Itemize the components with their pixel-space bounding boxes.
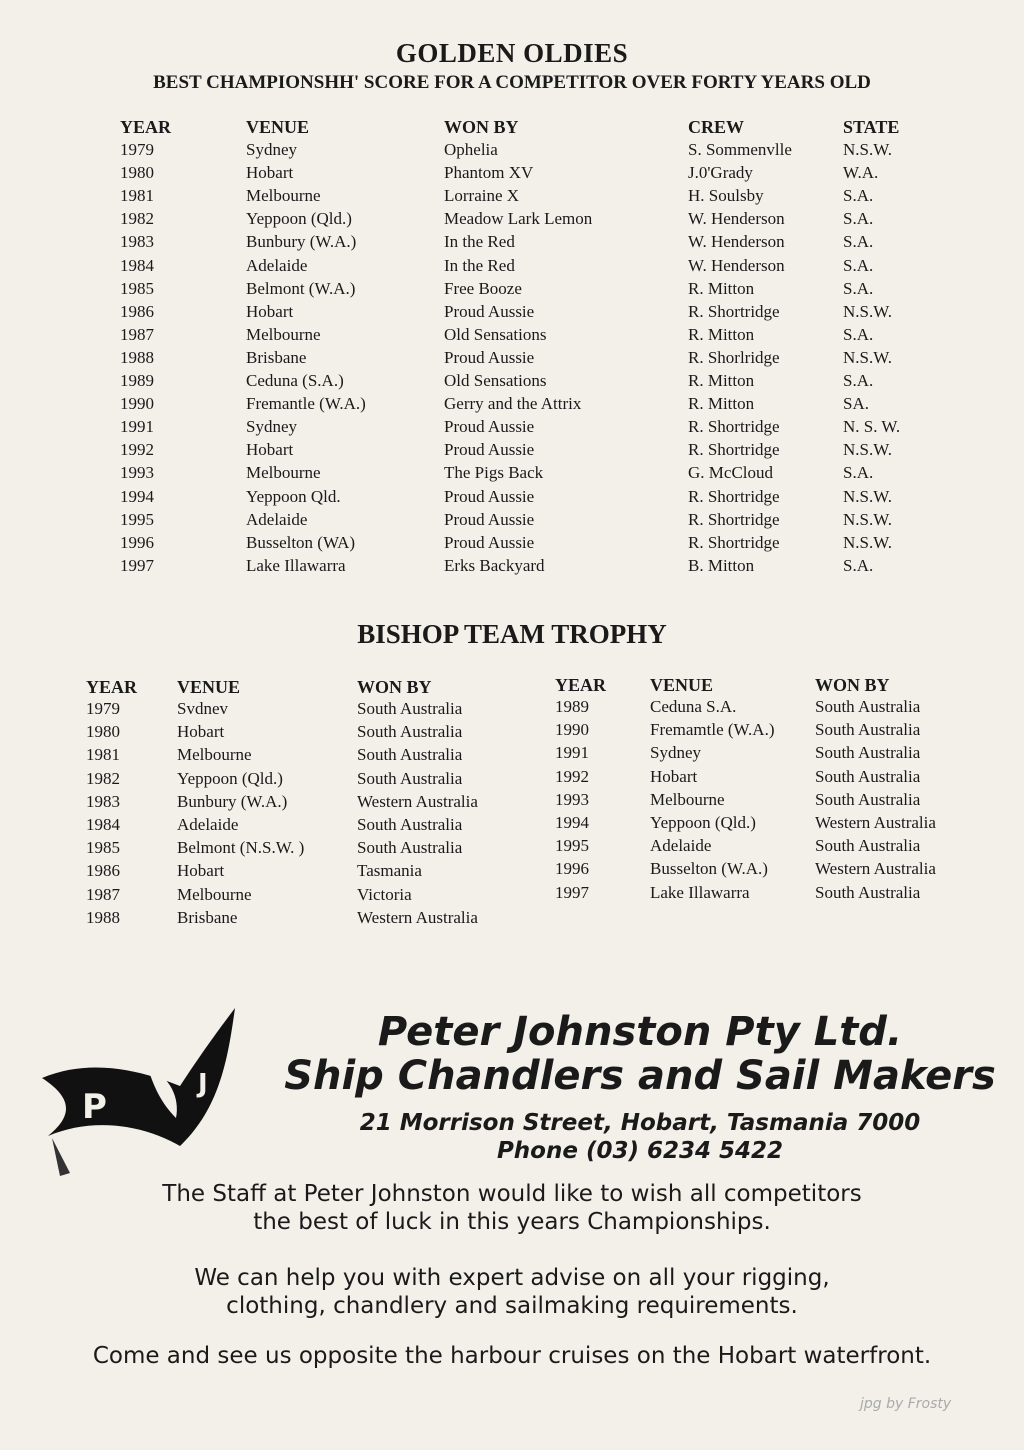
table-cell: Proud Aussie xyxy=(444,301,535,321)
bishop-trophy-title: BISHOP TEAM TROPHY xyxy=(357,619,667,649)
table-cell: 1980 xyxy=(120,163,154,183)
table-cell: 1987 xyxy=(120,324,154,344)
table-cell: Hobart xyxy=(177,861,225,881)
table-cell: 1994 xyxy=(120,486,154,506)
table-cell: Western Australia xyxy=(815,859,936,879)
table-cell: R. Shortridge xyxy=(688,440,780,460)
table-cell: Lake Illawarra xyxy=(650,882,750,902)
table-cell: Belmont (N.S.W. ) xyxy=(177,838,305,858)
table-cell: Adelaide xyxy=(246,509,308,529)
table-cell: South Australia xyxy=(357,838,463,858)
table-cell: R. Shortridge xyxy=(688,486,780,506)
table-cell: Ophelia xyxy=(444,140,498,159)
table-cell: S. Sommenvlle xyxy=(688,140,792,159)
column-header: VENUE xyxy=(177,677,241,697)
column-header: VENUE xyxy=(246,117,310,137)
table-cell: N.S.W. xyxy=(843,486,892,506)
table-cell: Proud Aussie xyxy=(444,347,535,367)
company-address: 21 Morrison Street, Hobart, Tasmania 7000 xyxy=(359,1110,921,1136)
table-cell: Busselton (W.A.) xyxy=(650,859,768,879)
column-header: YEAR xyxy=(120,117,172,137)
table-cell: S.A. xyxy=(843,278,874,298)
table-cell: Melbourne xyxy=(246,186,321,206)
company-name: Peter Johnston Pty Ltd. xyxy=(377,1009,903,1055)
table-cell: W. Henderson xyxy=(688,255,785,275)
table-cell: 1992 xyxy=(555,766,589,786)
table-cell: South Australia xyxy=(815,789,921,809)
company-phone: Phone (03) 6234 5422 xyxy=(496,1138,784,1164)
table-cell: 1984 xyxy=(120,255,154,275)
table-cell: 1988 xyxy=(120,347,154,367)
table-cell: R. Mitton xyxy=(688,371,755,390)
table-cell: 1986 xyxy=(86,861,120,881)
table-cell: In the Red xyxy=(444,232,515,252)
table-cell: S.A. xyxy=(843,209,874,229)
table-cell: Fremantle (W.A.) xyxy=(246,394,366,414)
table-cell: 1992 xyxy=(120,440,154,460)
table-cell: J.0'Grady xyxy=(688,163,753,183)
column-header: YEAR xyxy=(555,675,607,695)
table-cell: 1985 xyxy=(86,838,120,858)
table-cell: Gerry and the Attrix xyxy=(444,394,582,414)
table-cell: South Australia xyxy=(357,768,463,788)
table-cell: Ceduna (S.A.) xyxy=(246,371,344,390)
table-cell: S.A. xyxy=(843,555,874,575)
table-cell: 1990 xyxy=(120,394,154,414)
table-cell: Adelaide xyxy=(650,836,712,856)
company-tagline: Ship Chandlers and Sail Makers xyxy=(284,1053,996,1099)
table-cell: 1979 xyxy=(120,140,154,159)
table-cell: N.S.W. xyxy=(843,347,892,367)
column-header: VENUE xyxy=(650,675,714,695)
table-cell: S.A. xyxy=(843,232,874,252)
table-cell: Western Australia xyxy=(815,813,936,832)
table-cell: S.A. xyxy=(843,371,874,390)
column-header: WON BY xyxy=(815,675,890,695)
table-cell: N.S.W. xyxy=(843,532,892,552)
table-cell: R. Shortridge xyxy=(688,301,780,321)
table-cell: The Pigs Back xyxy=(444,463,544,483)
table-cell: B. Mitton xyxy=(688,555,755,575)
table-cell: R. Shorlridge xyxy=(688,347,780,367)
table-cell: Proud Aussie xyxy=(444,509,535,529)
table-cell: South Australia xyxy=(357,722,463,742)
table-cell: Hobart xyxy=(246,440,294,460)
table-cell: Tasmania xyxy=(357,861,422,881)
table-cell: 1983 xyxy=(86,791,120,811)
table-cell: W. Henderson xyxy=(688,209,785,229)
ad-message-line: Come and see us opposite the harbour cruises on the Hobart waterfront. xyxy=(92,1343,932,1369)
table-cell: 1997 xyxy=(120,555,154,575)
column-header: WON BY xyxy=(357,677,432,697)
table-cell: Hobart xyxy=(246,301,294,321)
table-cell: Fremamtle (W.A.) xyxy=(650,720,775,740)
table-cell: Yeppoon Qld. xyxy=(246,486,341,506)
table-cell: 1986 xyxy=(120,301,154,321)
table-cell: South Australia xyxy=(815,720,921,740)
table-cell: South Australia xyxy=(815,836,921,856)
table-cell: R. Mitton xyxy=(688,324,755,344)
table-cell: South Australia xyxy=(357,815,463,834)
table-cell: SA. xyxy=(843,394,869,414)
pj-flag-logo xyxy=(30,1008,250,1178)
table-cell: N.S.W. xyxy=(843,509,892,529)
table-cell: R. Mitton xyxy=(688,394,755,414)
table-cell: South Australia xyxy=(357,745,463,765)
logo-letter-p: P xyxy=(82,1087,107,1127)
column-header: STATE xyxy=(843,117,900,137)
table-cell: 1983 xyxy=(120,232,154,252)
column-header: WON BY xyxy=(444,117,519,137)
table-cell: 1981 xyxy=(120,186,154,206)
table-cell: Western Australia xyxy=(357,791,478,811)
table-cell: 1994 xyxy=(555,813,589,832)
table-cell: N.S.W. xyxy=(843,301,892,321)
table-cell: 1997 xyxy=(555,882,589,902)
table-cell: Phantom XV xyxy=(444,163,534,183)
table-cell: 1993 xyxy=(555,789,589,809)
table-cell: R. Mitton xyxy=(688,278,755,298)
table-cell: 1979 xyxy=(86,699,120,718)
table-cell: W.A. xyxy=(843,163,879,183)
logo-letter-j: J xyxy=(198,1069,208,1099)
table-cell: 1995 xyxy=(120,509,154,529)
table-cell: Old Sensations xyxy=(444,371,547,390)
ad-message-line: clothing, chandlery and sailmaking requirements. xyxy=(226,1293,798,1319)
table-cell: Yeppoon (Qld.) xyxy=(246,209,352,229)
column-header: CREW xyxy=(688,117,745,137)
table-cell: Melbourne xyxy=(650,789,725,809)
image-credit: jpg by Frosty xyxy=(860,1396,952,1412)
table-cell: Western Australia xyxy=(357,907,478,927)
table-cell: H. Soulsby xyxy=(688,186,764,206)
table-cell: Hobart xyxy=(650,766,698,786)
table-cell: 1981 xyxy=(86,745,120,765)
table-cell: South Australia xyxy=(357,699,463,718)
table-cell: Lake Illawarra xyxy=(246,555,346,575)
table-cell: Melbourne xyxy=(177,745,252,765)
table-cell: In the Red xyxy=(444,255,515,275)
table-cell: Bunbury (W.A.) xyxy=(246,232,357,252)
table-cell: Ceduna S.A. xyxy=(650,697,737,716)
table-cell: 1996 xyxy=(120,532,154,552)
table-cell: Erks Backyard xyxy=(444,555,545,575)
table-cell: N.S.W. xyxy=(843,440,892,460)
table-cell: Hobart xyxy=(177,722,225,742)
table-cell: Adelaide xyxy=(246,255,308,275)
table-cell: Proud Aussie xyxy=(444,486,535,506)
ad-message-line: We can help you with expert advise on all your rigging, xyxy=(194,1265,830,1291)
table-cell: S.A. xyxy=(843,255,874,275)
table-cell: 1987 xyxy=(86,884,120,904)
table-cell: S.A. xyxy=(843,186,874,206)
table-cell: 1993 xyxy=(120,463,154,483)
table-cell: R. Shortridge xyxy=(688,532,780,552)
table-cell: Sydney xyxy=(246,417,297,437)
table-cell: Melbourne xyxy=(246,324,321,344)
table-cell: Victoria xyxy=(357,884,412,904)
table-cell: Melbourne xyxy=(177,884,252,904)
table-cell: R. Shortridge xyxy=(688,509,780,529)
table-cell: Svdnev xyxy=(177,699,228,718)
golden-oldies-subtitle: BEST CHAMPIONSHH' SCORE FOR A COMPETITOR OVER FORTY YEARS OLD xyxy=(153,72,871,93)
table-cell: South Australia xyxy=(815,743,921,763)
column-header: YEAR xyxy=(86,677,138,697)
table-cell: Proud Aussie xyxy=(444,440,535,460)
table-cell: 1980 xyxy=(86,722,120,742)
table-cell: South Australia xyxy=(815,882,921,902)
table-cell: 1984 xyxy=(86,815,120,834)
table-cell: Proud Aussie xyxy=(444,417,535,437)
table-cell: Adelaide xyxy=(177,815,239,834)
ad-message-line: the best of luck in this years Championships. xyxy=(253,1209,771,1235)
table-cell: South Australia xyxy=(815,766,921,786)
table-cell: 1982 xyxy=(86,768,120,788)
table-cell: Hobart xyxy=(246,163,294,183)
table-cell: Belmont (W.A.) xyxy=(246,278,356,298)
table-cell: N. S. W. xyxy=(843,417,901,437)
table-cell: 1990 xyxy=(555,720,589,740)
table-cell: 1989 xyxy=(120,371,154,390)
table-cell: 1989 xyxy=(555,697,589,716)
table-cell: W. Henderson xyxy=(688,232,785,252)
table-cell: Yeppoon (Qld.) xyxy=(650,813,756,832)
table-cell: Yeppoon (Qld.) xyxy=(177,768,283,788)
table-cell: Sydney xyxy=(650,743,701,763)
table-cell: Sydney xyxy=(246,140,297,159)
table-cell: Melbourne xyxy=(246,463,321,483)
table-cell: Free Booze xyxy=(444,278,522,298)
table-cell: Brisbane xyxy=(246,347,307,367)
table-cell: 1996 xyxy=(555,859,589,879)
table-cell: Busselton (WA) xyxy=(246,532,356,552)
table-cell: 1991 xyxy=(120,417,154,437)
table-cell: 1988 xyxy=(86,907,120,927)
table-cell: South Australia xyxy=(815,697,921,716)
table-cell: 1985 xyxy=(120,278,154,298)
golden-oldies-title: GOLDEN OLDIES xyxy=(395,38,629,68)
table-cell: S.A. xyxy=(843,463,874,483)
table-cell: S.A. xyxy=(843,324,874,344)
table-cell: Old Sensations xyxy=(444,324,547,344)
ad-message-line: The Staff at Peter Johnston would like to wish all competitors xyxy=(162,1181,862,1207)
table-cell: Brisbane xyxy=(177,907,238,927)
table-cell: N.S.W. xyxy=(843,140,892,159)
table-cell: Meadow Lark Lemon xyxy=(444,209,593,229)
table-cell: 1991 xyxy=(555,743,589,763)
table-cell: 1995 xyxy=(555,836,589,856)
table-cell: 1982 xyxy=(120,209,154,229)
table-cell: Lorraine X xyxy=(444,186,520,206)
table-cell: Bunbury (W.A.) xyxy=(177,791,288,811)
table-cell: R. Shortridge xyxy=(688,417,780,437)
table-cell: Proud Aussie xyxy=(444,532,535,552)
table-cell: G. McCloud xyxy=(688,463,773,483)
